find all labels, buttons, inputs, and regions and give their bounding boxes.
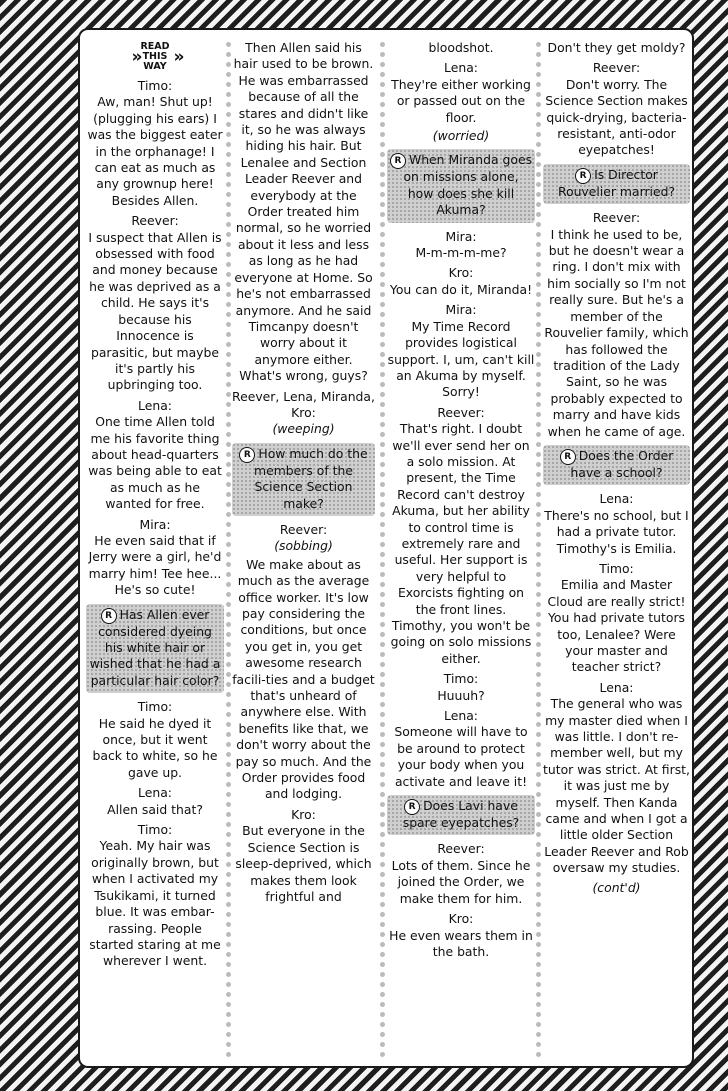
question-text: Has Allen ever considered dyeing his white hair or wished that he had a particular hair color? — [89, 606, 221, 688]
answer-text: My Time Record provides logistical support. I, um, can't kill an Akuma by myself. Sorry! — [387, 318, 535, 400]
answer-text: Aw, man! Shut up! (plugging his ears) I was the biggest eater in the orphanage! I can eat as much as any grownup here! Besides Allen. — [87, 94, 223, 208]
answer-text: I think he used to be, but he doesn't wear a ring. I don't mix with him socially so I'm not really sure. But he's a member of the Rouvelier family, which has followed the tradition of the Lady Saint, so he was probably expected to marry and have kids when he came of age. — [544, 226, 689, 439]
question-box — [543, 164, 690, 204]
reader-question-icon: R — [404, 799, 420, 815]
speaker-name: Reever: — [279, 521, 328, 537]
speaker-name: Timo: — [137, 822, 173, 838]
speaker-name: Kro: — [448, 911, 474, 927]
speaker-name: Timo: — [599, 560, 634, 576]
answer-text: He even wears them in the bath. — [389, 927, 533, 959]
question-text: Does Lavi have spare eyepatches? — [402, 798, 520, 831]
column-2 — [232, 40, 375, 1060]
stage-direction: (cont'd) — [592, 879, 641, 895]
speaker-name: Reever, Lena, Miranda, Kro: — [232, 388, 375, 420]
stage-direction: (worried) — [432, 128, 490, 144]
question-box — [232, 443, 375, 516]
answer-text: The general who was my master died when I was little. I don't re-member well, but my tutor was strict. At first, it was just me by myself. Then Kanda came and when I got a little older Section Leader Reever and Rob oversaw my studies. — [543, 696, 690, 876]
reader-question-icon: R — [560, 449, 576, 465]
stage-direction: (sobbing) — [274, 538, 333, 554]
answer-text: Lots of them. Since he joined the Order, we make them for him. — [391, 857, 531, 906]
reader-question-icon: R — [101, 608, 117, 624]
speaker-name: Reever: — [592, 60, 641, 76]
answer-text: One time Allen told me his favorite thing about head-quarters was being able to eat as much as he wanted for free. — [88, 414, 222, 512]
speaker-name: Lena: — [599, 679, 634, 695]
answer-text: We make about as much as the average office worker. It's low pay considering the conditions, but once you get in, you get awesome research facili-ties and a budget that's unheard of anywhere else. With benefits like that, we don't worry about the pay so much. And the Order provides food and lodging. — [232, 556, 375, 802]
speaker-name: Lena: — [138, 397, 172, 413]
answer-text: There's no school, but I had a private tutor. Timothy's is Emilia. — [544, 507, 689, 556]
text-panel — [78, 28, 694, 1068]
speaker-name: Timo: — [137, 699, 173, 715]
speaker-name: Mira: — [445, 228, 477, 244]
speaker-name: Kro: — [448, 265, 474, 281]
column-1 — [86, 40, 224, 1060]
answer-text: Emilia and Master Cloud are really strict! You had private tutors too, Lenalee? Were your master and teacher strict? — [547, 577, 686, 675]
question-box — [86, 604, 224, 694]
reader-question-icon: R — [239, 447, 255, 463]
speaker-name: Lena: — [444, 60, 478, 76]
question-box — [387, 795, 535, 835]
answer-text: Allen said that? — [107, 801, 203, 817]
answer-text: bloodshot. — [428, 40, 494, 55]
speaker-name: Timo: — [137, 78, 173, 93]
speaker-name: Reever: — [592, 210, 641, 226]
column-divider — [536, 42, 541, 1058]
question-text: How much do the members of the Science Section make? — [254, 445, 368, 511]
column-3 — [387, 40, 535, 1060]
speaker-name: Reever: — [437, 404, 485, 420]
reader-question-icon: R — [390, 153, 406, 169]
speaker-name: Lena: — [138, 785, 172, 801]
question-box — [387, 149, 535, 222]
answer-text: Don't they get moldy? — [547, 40, 686, 55]
question-box — [543, 445, 690, 485]
answer-text: Yeah. My hair was originally brown, but when I activated my Tsukikami, it turned blue. It was embar-rassing. People started staring at me wherever I went. — [89, 838, 221, 969]
stage-direction: (weeping) — [272, 421, 335, 437]
answer-text: You can do it, Miranda! — [389, 281, 533, 297]
answer-text: M-m-m-m-me? — [415, 245, 507, 261]
reader-question-icon: R — [575, 168, 591, 184]
double-chevron-right-icon: » — [131, 46, 137, 67]
question-text: Does the Order have a school? — [570, 447, 674, 480]
answer-text: Then Allen said his hair used to be brown. He was embarrassed because of all the stares and didn't like it, so he was always hiding his hair. But Lenalee and Section Leader Reever and everybody at the Order treated him normal, so he worried about it less and less as long as he had everyone at Home. So he's not embarrassed anymore. And he said Timcanpy doesn't worry about it anymore either. What's wrong, guys? — [233, 40, 374, 384]
answer-text: He said he dyed it once, but it went back to white, so he gave up. — [92, 715, 218, 780]
answer-text: That's right. I doubt we'll ever send her on a solo mission. At present, the Time Record can't destroy Akuma, but her ability to control time is extremely rare and useful. Her support is very helpful to Exorcists fighting on the front lines. Timothy, you won't be going on solo missions either. — [390, 421, 532, 666]
answer-text: I suspect that Allen is obsessed with food and money because he was deprived as a child. He says it's because his Innocence is parasitic, but maybe it's partly his upbringing too. — [88, 229, 222, 393]
column-divider — [380, 42, 385, 1058]
speaker-name: Reever: — [437, 841, 485, 857]
speaker-name: Timo: — [443, 671, 479, 687]
speaker-name: Kro: — [291, 806, 316, 822]
answer-text: But everyone in the Science Section is sleep-deprived, which makes them look frightful and — [235, 823, 372, 904]
answer-text: Huuuh? — [437, 687, 485, 703]
answer-text: Someone will have to be around to protect your body when you activate and leave it! — [394, 724, 528, 789]
answer-text: They're either working or passed out on the floor. — [391, 76, 531, 125]
speaker-name: Lena: — [599, 491, 634, 507]
read-this-way-badge — [86, 42, 224, 72]
speaker-name: Reever: — [131, 213, 179, 229]
question-text: Is Director Rouvelier married? — [557, 166, 676, 199]
double-chevron-right-icon: » — [173, 46, 179, 67]
speaker-name: Mira: — [445, 302, 477, 318]
question-text: When Miranda goes on missions alone, how does she kill Akuma? — [403, 152, 533, 218]
speaker-name: Lena: — [444, 708, 478, 724]
read-this-way-label: READ THIS WAY — [140, 41, 170, 72]
column-divider — [226, 42, 231, 1058]
column-4 — [543, 40, 690, 1060]
answer-text: He even said that if Jerry were a girl, he'd marry him! Tee hee... He's so cute! — [88, 532, 222, 598]
answer-text: Don't worry. The Science Section makes quick-drying, bacteria-resistant, anti-odor eyepatches! — [545, 76, 688, 158]
speaker-name: Mira: — [139, 516, 171, 532]
